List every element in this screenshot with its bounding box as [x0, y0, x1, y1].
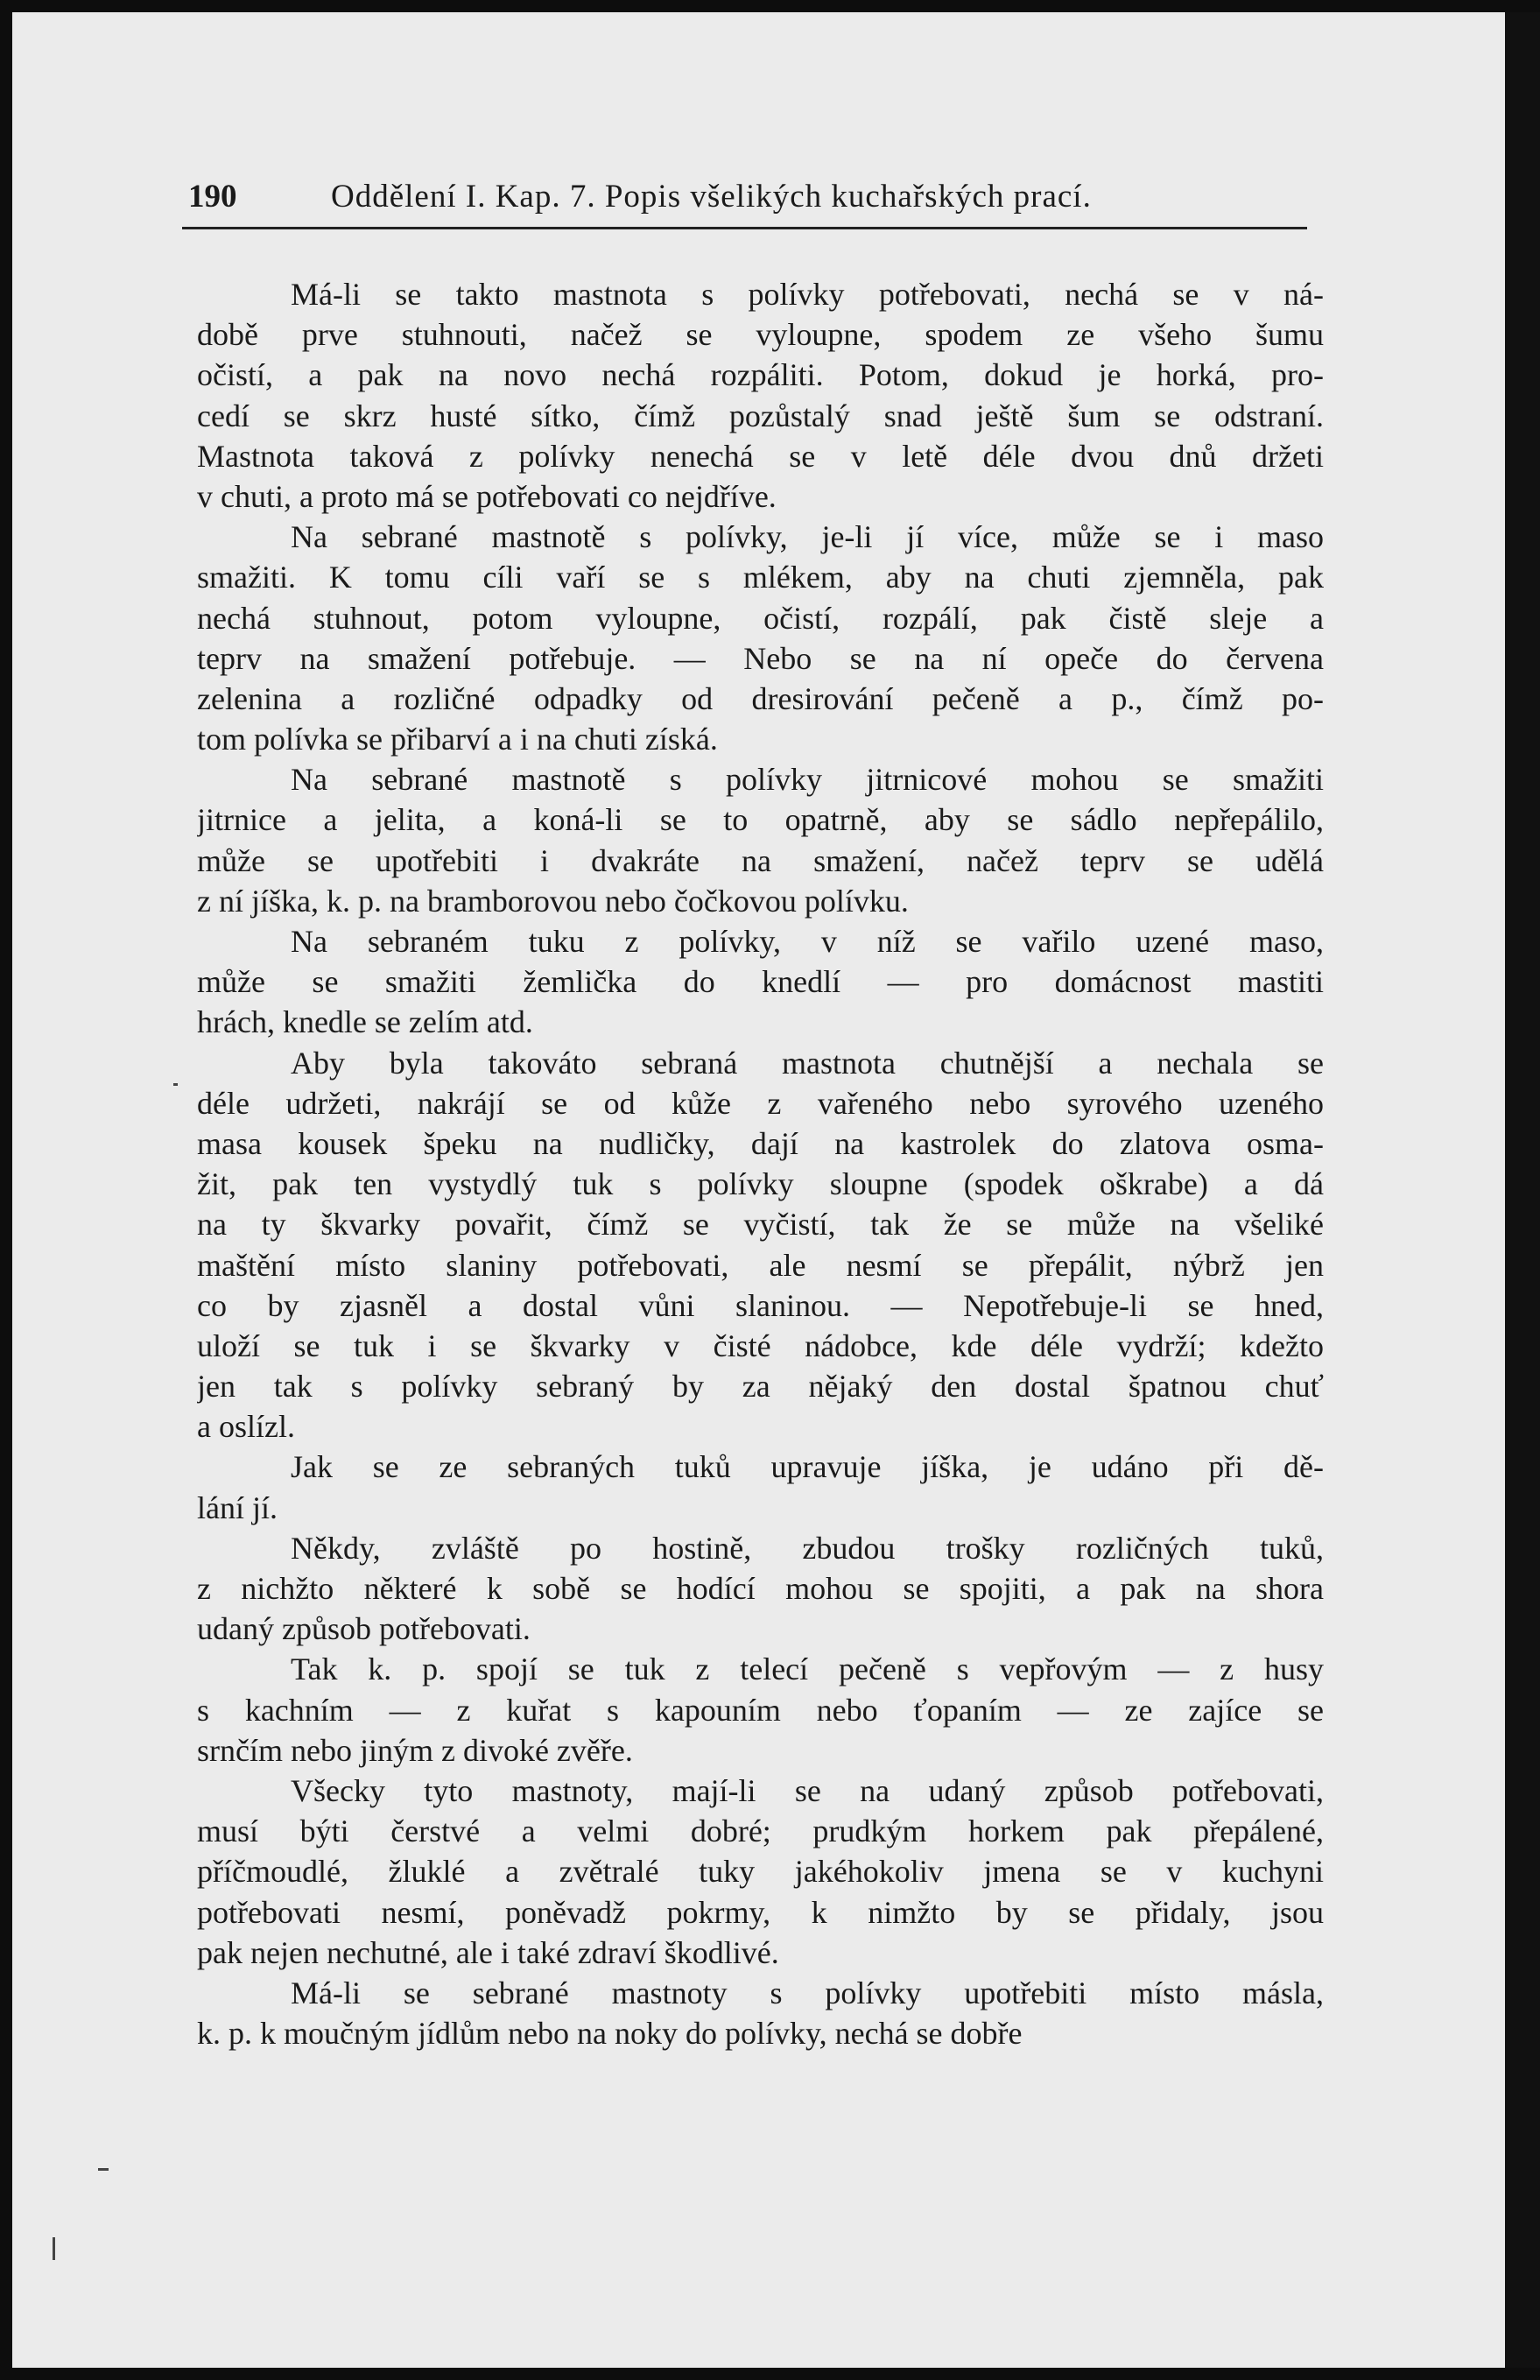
- text-line: pak nejen nechutné, ale i také zdraví škodlivé.: [197, 1934, 779, 1970]
- scan-speck: [53, 2237, 55, 2260]
- text-line: může se upotřebiti i dvakráte na smažení, načež teprv se udělá: [197, 842, 1324, 878]
- text-line: příčmoudlé, žluklé a zvětralé tuky jakéhokoliv jmena se v kuchyni: [197, 1854, 1324, 1890]
- text-line: smažiti. K tomu cíli vaří se s mlékem, aby na chuti zjemněla, pak: [197, 560, 1324, 595]
- scan-edge: [1505, 12, 1540, 2368]
- paragraph: [197, 274, 1324, 517]
- text-line: udaný způsob potřebovati.: [197, 1611, 531, 1647]
- text-line: déle udržeti, nakrájí se od kůže z vařeného nebo syrového uzeného: [197, 1085, 1324, 1121]
- text-line: musí býti čerstvé a velmi dobré; prudkým horkem pak přepálené,: [197, 1813, 1324, 1849]
- running-head: Oddělení I. Kap. 7. Popis všelikých kuchařských prací.: [331, 179, 1092, 215]
- text-line: Všecky tyto mastnoty, mají-li se na udaný způsob potřebovati,: [291, 1772, 1324, 1808]
- text-line: nechá stuhnout, potom vyloupne, očistí, rozpálí, pak čistě sleje a: [197, 600, 1324, 636]
- paragraph: [197, 1447, 1324, 1527]
- text-line: co by zjasněl a dostal vůni slaninou. — Nepotřebuje-li se hned,: [197, 1287, 1324, 1323]
- text-line: hrách, knedle se zelím atd.: [197, 1004, 533, 1040]
- text-line: k. p. k moučným jídlům nebo na noky do polívky, nechá se dobře: [197, 2016, 1023, 2052]
- text-line: lání jí.: [197, 1489, 278, 1525]
- text-line: Aby byla takováto sebraná mastnota chutnější a nechala se: [291, 1045, 1324, 1081]
- text-line: a oslízl.: [197, 1409, 295, 1445]
- text-line: Na sebraném tuku z polívky, v níž se vařilo uzené maso,: [291, 924, 1324, 959]
- text-line: maštění místo slaniny potřebovati, ale nesmí se přepálit, nýbrž jen: [197, 1247, 1324, 1283]
- text-line: jen tak s polívky sebraný by za nějaký den dostal špatnou chuť: [197, 1369, 1324, 1405]
- text-line: z ní jíška, k. p. na bramborovou nebo čočkovou polívku.: [197, 883, 909, 919]
- text-line: Má-li se sebrané mastnoty s polívky upotřebiti místo másla,: [291, 1975, 1324, 2010]
- text-line: zelenina a rozličné odpadky od dresirování pečeně a p., čímž po-: [197, 680, 1324, 716]
- scan-speck: [98, 2168, 109, 2171]
- text-line: s kachním — z kuřat s kapouním nebo ťopaním — ze zajíce se: [197, 1692, 1324, 1728]
- text-line: Mastnota taková z polívky nenechá se v letě déle dvou dnů držeti: [197, 438, 1324, 474]
- text-line: Někdy, zvláště po hostině, zbudou trošky rozličných tuků,: [291, 1530, 1324, 1566]
- text-line: žit, pak ten vystydlý tuk s polívky sloupne (spodek oškrabe) a dá: [197, 1166, 1324, 1202]
- text-line: Tak k. p. spojí se tuk z telecí pečeně s vepřovým — z husy: [291, 1651, 1324, 1687]
- paragraph: [197, 1649, 1324, 1771]
- paragraph: [197, 759, 1324, 921]
- page-number: 190: [188, 179, 237, 215]
- scan-speck: [173, 1083, 178, 1086]
- text-line: srnčím nebo jiným z divoké zvěře.: [197, 1732, 633, 1768]
- text-line: Na sebrané mastnotě s polívky, je-li jí více, může se i maso: [291, 519, 1324, 555]
- text-line: očistí, a pak na novo nechá rozpáliti. Potom, dokud je horká, pro-: [197, 357, 1324, 393]
- text-line: jitrnice a jelita, a koná-li se to opatrně, aby se sádlo nepřepálilo,: [197, 802, 1324, 838]
- header-rule: [182, 227, 1307, 229]
- text-line: v chuti, a proto má se potřebovati co nejdříve.: [197, 478, 777, 514]
- body-text: [197, 274, 1324, 2053]
- text-line: Má-li se takto mastnota s polívky potřebovati, nechá se v ná-: [291, 277, 1324, 312]
- paragraph: [197, 517, 1324, 759]
- text-line: teprv na smažení potřebuje. — Nebo se na ní opeče do červena: [197, 640, 1324, 676]
- paragraph: [197, 921, 1324, 1043]
- page-header: [182, 178, 1307, 223]
- paragraph: [197, 1973, 1324, 2053]
- text-line: masa kousek špeku na nudličky, dají na kastrolek do zlatova osma-: [197, 1125, 1324, 1161]
- text-line: cedí se skrz husté sítko, čímž pozůstalý snad ještě šum se odstraní.: [197, 398, 1324, 433]
- text-line: potřebovati nesmí, poněvadž pokrmy, k nimžto by se přidaly, jsou: [197, 1894, 1324, 1930]
- text-line: může se smažiti žemlička do knedlí — pro domácnost mastiti: [197, 964, 1324, 1000]
- text-line: tom polívka se přibarví a i na chuti získá.: [197, 722, 718, 757]
- paragraph: [197, 1771, 1324, 1973]
- text-line: na ty škvarky povařit, čímž se vyčistí, tak že se může na všeliké: [197, 1207, 1324, 1243]
- text-line: Na sebrané mastnotě s polívky jitrnicové mohou se smažiti: [291, 762, 1324, 798]
- paragraph: [197, 1528, 1324, 1650]
- text-line: Jak se ze sebraných tuků upravuje jíška, je udáno při dě-: [291, 1449, 1324, 1485]
- text-line: uloží se tuk i se škvarky v čisté nádobce, kde déle vydrží; kdežto: [197, 1327, 1324, 1363]
- paragraph: [197, 1043, 1324, 1447]
- text-line: době prve stuhnouti, načež se vyloupne, spodem ze všeho šumu: [197, 317, 1324, 353]
- text-line: z nichžto některé k sobě se hodící mohou se spojiti, a pak na shora: [197, 1571, 1324, 1606]
